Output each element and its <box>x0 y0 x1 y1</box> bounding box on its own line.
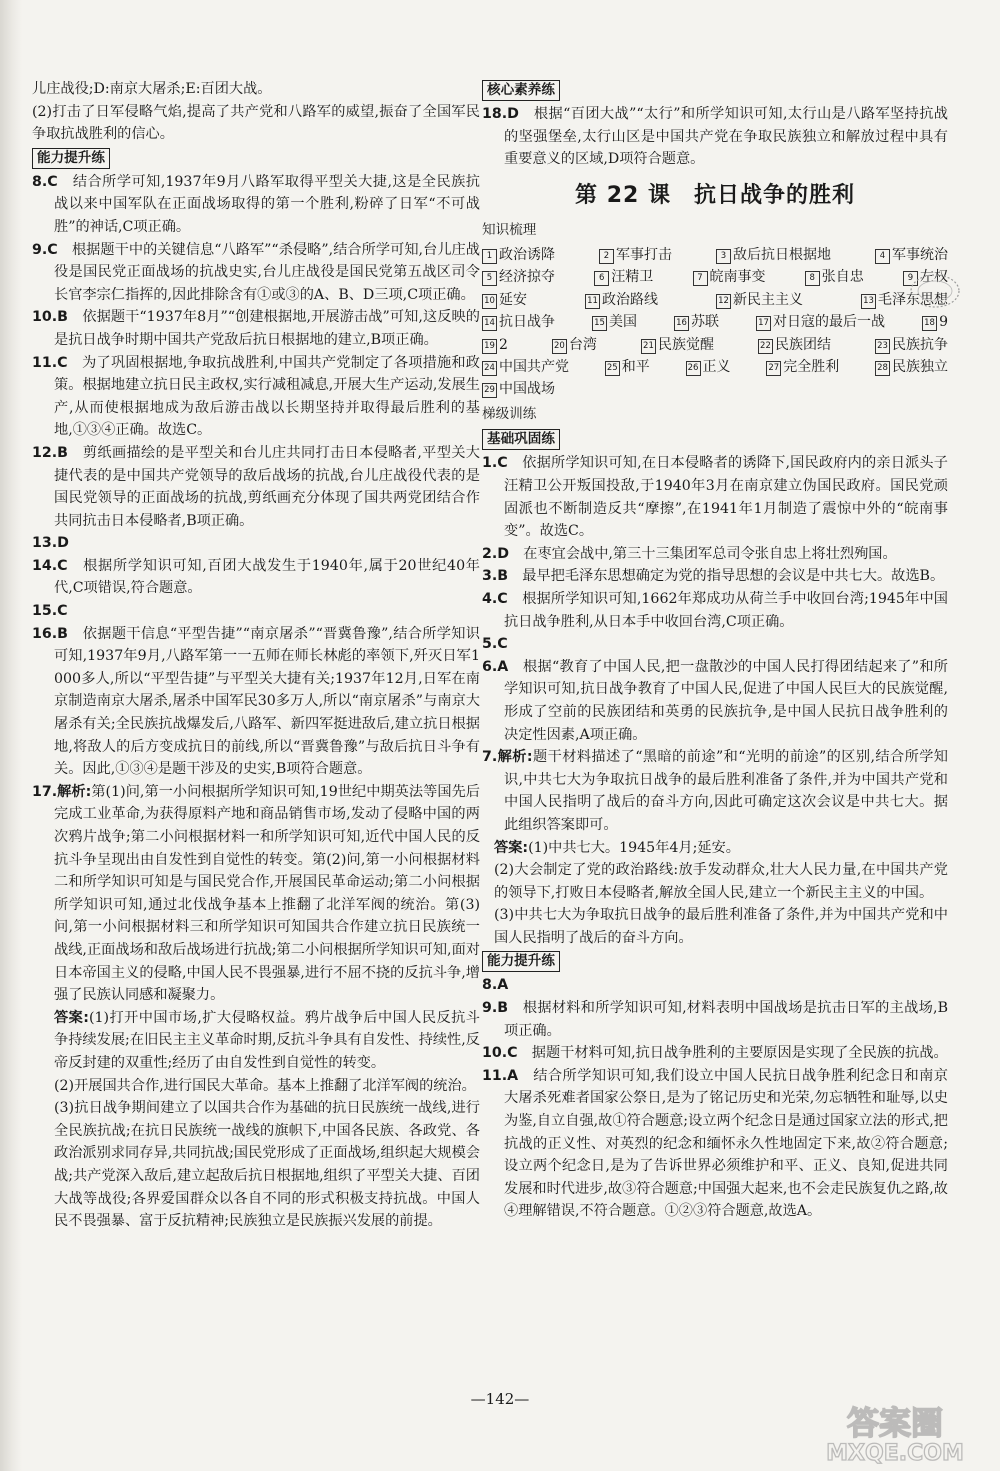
answer-item: 14.C 根据所学知识可知,百团大战发生于1940年,属于20世纪40年代,C项错误,符合题意。 <box>32 557 480 597</box>
knowledge-cell <box>599 244 672 266</box>
knowledge-cell <box>686 356 731 378</box>
answer-item: 17.解析:第(1)问,第一小问根据所学知识可知,19世纪中期英法等国先后完成工业革命,为获得原料产地和商品销售市场,发动了侵略中国的两次鸦片战争;第二小问根据材料一和所学知识可知,近代中国人民的反抗斗争呈现出由自发性到自觉性的转变。第(2)问,第一小问根据材料二和所学知识可知是与国民党合作,开展国民革命运动;第二小问根据所学知识可知,通过北伐战争基本上推翻了北洋军阀的统治。第(3)问,第一小问根据材料三和所学知识可知国共合作建立抗日民族统一战线,正面战场和敌后战场进行抗战;第二小问根据所学知识可知,面对日本帝国主义的侵略,中国人民不畏强暴,进行不屈不挠的反抗斗争,增强了民族认同感和凝聚力。 <box>32 783 480 1004</box>
answer-block: (2)大会制定了党的政治路线:放手发动群众,壮大人民力量,在中国共产党的领导下,打败日本侵略者,解放全国人民,建立一个新民主主义的中国。 <box>494 862 948 901</box>
answer-item: 4.C 根据所学知识可知,1662年郑成功从荷兰手中收回台湾;1945年中国抗日战争胜利,从日本手中收回台湾,C项正确。 <box>482 590 948 630</box>
knowledge-term: 政治路线 <box>602 291 658 308</box>
continued-line: 儿庄战役;D:南京大屠杀;E:百团大战。 <box>32 81 272 97</box>
knowledge-number-box: 27 <box>766 361 781 376</box>
answer-block: (2)开展国共合作,进行国民大革命。基本上推翻了北洋军阀的统治。 <box>54 1077 476 1094</box>
answer-block: 答案:(1)打开中国市场,扩大侵略权益。鸦片战争后中国人民反抗斗争持续发展;在旧民主主义革命时期,反抗斗争具有自发性、持续性,反帝反封建的双重性;经历了由自发性到自觉性的转变。 <box>54 1009 480 1071</box>
knowledge-cell <box>594 266 653 288</box>
knowledge-cell <box>641 334 714 356</box>
knowledge-number-box: 16 <box>674 316 689 331</box>
knowledge-number-box: 6 <box>594 271 609 286</box>
knowledge-cell <box>482 334 508 356</box>
knowledge-cell <box>674 311 719 333</box>
knowledge-term: 延安 <box>499 291 527 308</box>
knowledge-cell <box>585 289 658 311</box>
answer-block: (3)中共七大为争取抗日战争的最后胜利准备了条件,并为中国共产党和中国人民指明了战后的奋斗方向。 <box>494 907 948 946</box>
knowledge-term: 敌后抗日根据地 <box>733 246 831 263</box>
answer-item: 11.A 结合所学知识可知,我们设立中国人民抗日战争胜利纪念日和南京大屠杀死难者国家公祭日,是为了铭记历史和光荣,勿忘牺牲和耻辱,以史为鉴,自立自强,故①符合题意;设立两个纪念日是通过国家立法的形式,把抗战的正义性、对英烈的纪念和缅怀永久性地固定下来,故②符合题意;设立两个纪念日,是为了告诉世界必须维护和平、正义、良知,促进共同发展和时代进步,故③符合题意;中国强大起来,也不会走民族复仇之路,故④理解错误,不符合题意。①②③符合题意,故选A。 <box>482 1067 948 1220</box>
knowledge-term: 中国共产党 <box>499 359 569 375</box>
knowledge-cell <box>482 356 569 378</box>
knowledge-number-box: 21 <box>641 339 656 354</box>
knowledge-term: 抗日战争 <box>499 314 555 331</box>
knowledge-term: 台湾 <box>568 336 597 353</box>
answer-block: (3)抗日战争期间建立了以国共合作为基础的抗日民族统一战线,进行全民族抗战;在抗日民族统一战线的旗帜下,中国各民族、各政党、各政治派别求同存异,共同抗战;国民党形成了正面战场,组织起大规模会战;共产党深入敌后,建立起敌后抗日根据地,组织了平型关大捷、百团大战等战役;各界爱国群众以各自不同的形式积极支持抗战。中国人民不畏强暴、富于反抗精神;民族独立是民族振兴发展的前提。 <box>54 1100 480 1230</box>
knowledge-cell <box>482 378 555 400</box>
knowledge-number-box: 5 <box>482 271 497 286</box>
knowledge-term: 毛泽东思想 <box>878 291 948 308</box>
knowledge-row <box>482 266 948 288</box>
knowledge-cell <box>592 311 637 333</box>
knowledge-number-box: 7 <box>693 271 708 286</box>
left-column <box>32 78 480 1233</box>
knowledge-number-box: 13 <box>861 294 876 309</box>
knowledge-number-box: 26 <box>686 361 701 376</box>
knowledge-term: 左权 <box>920 269 948 286</box>
knowledge-term: 政治诱降 <box>499 246 555 263</box>
stamp-icon <box>908 272 962 310</box>
knowledge-term: 完全胜利 <box>783 359 840 375</box>
answer-item: 13.D <box>32 535 69 552</box>
knowledge-cell <box>716 244 831 266</box>
answer-item: 9.B 根据材料和所学知识可知,材料表明中国战场是抗击日军的主战场,B项正确。 <box>482 1000 948 1039</box>
answer-item: 6.A 根据“教育了中国人民,把一盘散沙的中国人民打得团结起来了”和所学知识可知,抗日战争教育了中国人民,促进了中国人民巨大的民族觉醒,形成了空前的民族团结和英勇的民族抗争,是中国人民抗日战争胜利的决定性因素,A项正确。 <box>482 658 948 743</box>
answer-block: 答案:(1)中共七大。1945年4月;延安。 <box>494 839 740 856</box>
knowledge-row <box>482 378 948 400</box>
continued-line: (2)打击了日军侵略气焰,提高了共产党和八路军的威望,振奋了全国军民争取抗战胜利的信心。 <box>32 103 480 143</box>
knowledge-number-box: 19 <box>482 339 497 354</box>
knowledge-term: 民族独立 <box>892 359 948 375</box>
answer-item: 9.C 根据题干中的关键信息“八路军”“杀侵略”,结合所学可知,台儿庄战役是国民党正面战场的抗战史实,台儿庄战役是国民党第五战区司令长官李宗仁指挥的,因此排除含有①或③的A、B、D三项,C项正确。 <box>32 241 480 303</box>
knowledge-cell <box>482 311 555 333</box>
knowledge-cell <box>605 356 650 378</box>
knowledge-cell <box>922 311 948 333</box>
answer-item: 10.C 据题干材料可知,抗日战争胜利的主要原因是实现了全民族的抗战。 <box>482 1045 948 1062</box>
lesson-title: 第 22 课 抗日战争的胜利 <box>575 182 855 208</box>
knowledge-number-box: 20 <box>552 339 567 354</box>
answer-item: 2.D 在枣宜会战中,第三十三集团军总司令张自忠上将壮烈殉国。 <box>482 545 897 562</box>
knowledge-cell <box>552 334 597 356</box>
knowledge-number-box: 12 <box>716 294 731 309</box>
answer-item: 5.C <box>482 636 508 653</box>
knowledge-number-box: 14 <box>482 316 497 331</box>
knowledge-row <box>482 311 948 333</box>
knowledge-cell <box>758 334 831 356</box>
knowledge-row <box>482 356 948 378</box>
knowledge-number-box: 25 <box>605 361 620 376</box>
knowledge-cell <box>693 266 766 288</box>
answer-item: 16.B 依据题干信息“平型告捷”“南京屠杀”“晋冀鲁豫”,结合所学知识可知,1937年9月,八路军第一一五师在师长林彪的率领下,歼灭日军1 000多人,所以“平型告捷”与平型关大捷有关;1937年12月,日军在南京制造南京大屠杀,屠杀中国军民30多万人,所以“南京屠杀”与南京大屠杀有关;全民族抗战爆发后,八路军、新四军挺进敌后,建立抗日根据地,将敌人的后方变成抗日的前线,所以“晋冀鲁豫”与敌后抗日斗争有关。因此,①③④是题干涉及的史实,B项符合题意。 <box>32 625 480 778</box>
knowledge-row <box>482 244 948 266</box>
knowledge-number-box: 24 <box>482 361 497 376</box>
answer-item: 3.B 最早把毛泽东思想确定为党的指导思想的会议是中共七大。故选B。 <box>482 568 945 585</box>
knowledge-number-box: 15 <box>592 316 607 331</box>
knowledge-number-box: 23 <box>875 339 890 354</box>
knowledge-cell <box>756 311 885 333</box>
answer-item: 8.C 结合所学可知,1937年9月八路军取得平型关大捷,这是全民族抗战以来中国军队在正面战场取得的第一个胜利,粉碎了日军“不可战胜”的神话,C项正确。 <box>32 173 480 235</box>
section-label-core: 核心素养练 <box>482 80 560 101</box>
knowledge-number-box: 18 <box>922 316 937 331</box>
knowledge-number-box: 8 <box>805 271 820 286</box>
knowledge-number-box: 9 <box>903 271 918 286</box>
knowledge-number-box: 22 <box>758 339 773 354</box>
svg-text:MXQE.COM: MXQE.COM <box>826 1441 964 1466</box>
knowledge-number-box: 10 <box>482 294 497 309</box>
section-label-ability: 能力提升练 <box>32 148 110 169</box>
knowledge-term: 正义 <box>702 359 731 375</box>
knowledge-term: 经济掠夺 <box>499 269 555 286</box>
knowledge-term: 9 <box>939 314 948 331</box>
answer-item: 1.C 依据所学知识可知,在日本侵略者的诱降下,国民政府内的亲日派头子汪精卫公开叛国投敌,于1940年3月在南京建立伪国民政府。国民党顽固派也不断制造反共“摩擦”,在1941年1月制造了震惊中外的“皖南事变”。故选C。 <box>482 455 948 540</box>
knowledge-number-box: 4 <box>875 249 890 264</box>
knowledge-term: 张自忠 <box>821 269 864 286</box>
svg-text:答案圈: 答案圈 <box>846 1404 944 1442</box>
answer-item: 12.B 剪纸画描绘的是平型关和台儿庄共同打击日本侵略者,平型关大捷代表的是中国共产党领导的敌后战场的抗战,台儿庄战役代表的是国民党领导的正面战场的抗战,剪纸画充分体现了国共两党团结合作共同抗击日本侵略者,B项正确。 <box>32 444 480 529</box>
knowledge-cell <box>766 356 839 378</box>
page-edge-shadow <box>0 0 22 1471</box>
answer-item: 7.解析:题干材料描述了“黑暗的前途”和“光明的前途”的区别,结合所学知识,中共七大为争取抗日战争的最后胜利准备了条件,并为中国共产党和中国人民指明了战后的奋斗方向,因此可确定这次会议是中共七大。据此组织答案即可。 <box>482 749 948 833</box>
knowledge-number-box: 17 <box>756 316 771 331</box>
page-number: —142— <box>470 1390 530 1408</box>
knowledge-cell <box>716 289 803 311</box>
knowledge-cell <box>875 334 948 356</box>
knowledge-term: 民族觉醒 <box>657 336 714 353</box>
knowledge-term: 苏联 <box>691 314 720 331</box>
knowledge-term: 民族抗争 <box>891 336 948 353</box>
knowledge-row <box>482 334 948 356</box>
knowledge-term: 2 <box>499 336 508 353</box>
answer-item: 8.A <box>482 977 509 994</box>
answer-item: 15.C <box>32 603 68 620</box>
knowledge-cell <box>805 266 864 288</box>
knowledge-term: 对日寇的最后一战 <box>773 314 886 331</box>
right-column <box>482 78 948 1223</box>
watermark-logo <box>800 1400 990 1466</box>
knowledge-label: 知识梳理 <box>482 222 537 239</box>
knowledge-term: 军事统治 <box>892 246 948 263</box>
knowledge-term: 民族团结 <box>774 336 831 353</box>
knowledge-number-box: 11 <box>585 294 600 309</box>
knowledge-term: 军事打击 <box>616 246 672 263</box>
section-label-ability: 能力提升练 <box>482 951 560 972</box>
knowledge-cell <box>875 356 948 378</box>
knowledge-term: 皖南事变 <box>709 269 766 286</box>
knowledge-number-box: 29 <box>482 383 497 398</box>
answer-item: 10.B 依据题干“1937年8月”“创建根据地,开展游击战”可知,这反映的是抗日战争时期中国共产党敌后抗日根据地的建立,B项正确。 <box>32 309 480 348</box>
knowledge-number-box: 2 <box>599 249 614 264</box>
knowledge-number-box: 3 <box>716 249 731 264</box>
knowledge-cell <box>482 266 555 288</box>
knowledge-row <box>482 289 948 311</box>
knowledge-cell <box>875 244 948 266</box>
knowledge-term: 中国战场 <box>499 381 555 398</box>
answer-item: 18.D 根据“百团大战”“太行”和所学知识可知,太行山是八路军坚持抗战的坚强堡垒,太行山区是中国共产党在争取民族独立和解放过程中具有重要意义的区域,D项符合题意。 <box>482 106 948 168</box>
answer-item: 11.C 为了巩固根据地,争取抗战胜利,中国共产党制定了各项措施和政策。根据地建立抗日民主政权,实行减租减息,开展大生产运动,发展生产,从而使根据地成为敌后游击战以长期坚持并取得最后胜利的基地,①③④正确。故选C。 <box>32 354 480 439</box>
knowledge-cell <box>482 289 527 311</box>
knowledge-term: 和平 <box>621 359 650 375</box>
ladder-label: 梯级训练 <box>482 405 537 422</box>
knowledge-term: 美国 <box>609 314 638 331</box>
knowledge-cell <box>482 244 555 266</box>
knowledge-number-box: 28 <box>875 361 890 376</box>
knowledge-grid <box>482 244 948 401</box>
knowledge-term: 汪精卫 <box>611 269 654 286</box>
knowledge-term: 新民主主义 <box>733 291 803 308</box>
knowledge-number-box: 1 <box>482 249 497 264</box>
section-label-basic: 基础巩固练 <box>482 429 560 450</box>
